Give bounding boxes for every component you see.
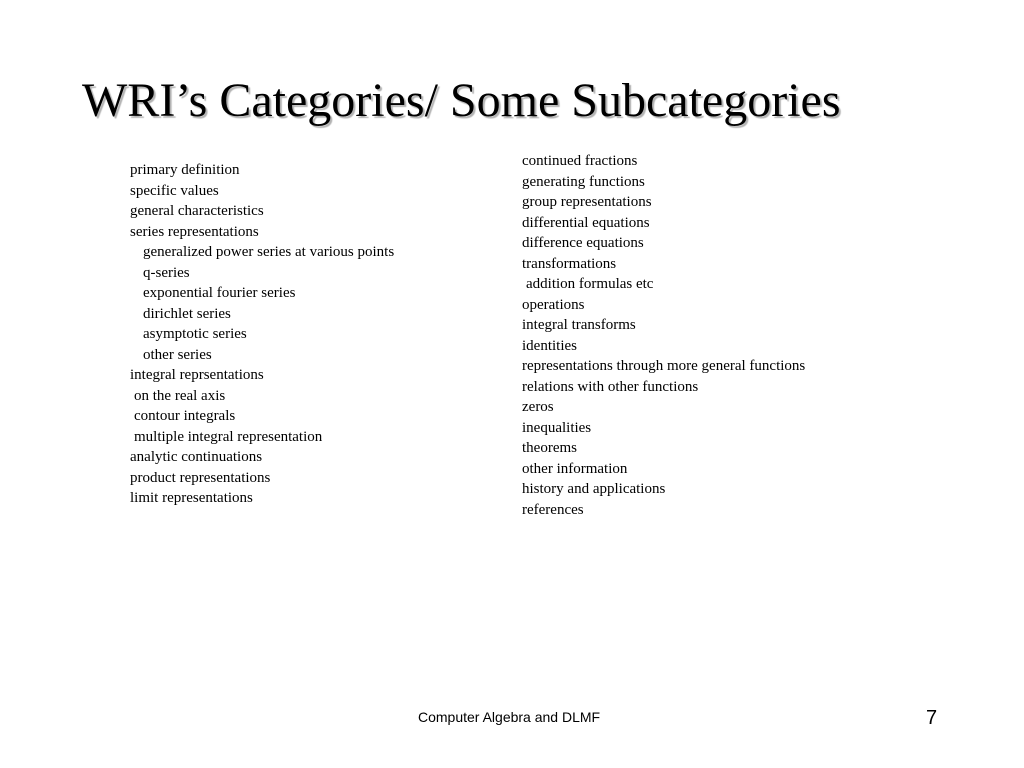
category-item: references — [522, 501, 584, 518]
category-item: transformations — [522, 255, 617, 272]
category-item: differential equations — [522, 214, 650, 231]
category-item: zeros — [522, 399, 554, 415]
right-category-list — [522, 151, 805, 520]
category-item: exponential fourier series — [143, 285, 296, 301]
category-item: relations with other functions — [522, 378, 699, 395]
category-item: product representations — [130, 469, 271, 486]
category-item: multiple integral representation — [134, 428, 323, 445]
category-item: analytic continuations — [130, 449, 263, 465]
category-item: operations — [522, 296, 585, 313]
left-category-list — [130, 160, 394, 509]
category-item: series representations — [130, 223, 259, 240]
category-item: other information — [522, 460, 628, 477]
category-item: continued fractions — [522, 153, 638, 169]
category-item: integral reprsentations — [130, 367, 264, 383]
category-item: general characteristics — [130, 203, 264, 219]
category-item: dirichlet series — [143, 305, 231, 322]
category-item: contour integrals — [134, 408, 236, 424]
category-item: other series — [143, 346, 212, 363]
category-item: difference equations — [522, 235, 644, 251]
category-item: on the real axis — [134, 387, 226, 404]
slide-title: WRI’s Categories/ Some Subcategories — [82, 74, 841, 127]
category-item: q-series — [143, 264, 190, 281]
category-item: specific values — [130, 182, 219, 199]
category-item: addition formulas etc — [526, 276, 654, 292]
category-item: generalized power series at various points — [143, 244, 395, 260]
category-item: asymptotic series — [143, 326, 247, 342]
page-number: 7 — [926, 707, 938, 729]
category-item: representations through more general functions — [522, 358, 806, 374]
slide-footer: Computer Algebra and DLMF — [418, 709, 601, 725]
category-item: limit representations — [130, 490, 253, 506]
category-item: identities — [522, 337, 577, 354]
category-item: generating functions — [522, 173, 645, 190]
category-item: history and applications — [522, 481, 666, 497]
category-item: theorems — [522, 440, 577, 456]
category-item: integral transforms — [522, 317, 636, 333]
category-item: inequalities — [522, 419, 592, 436]
category-item: group representations — [522, 194, 652, 210]
category-item: primary definition — [130, 162, 240, 178]
